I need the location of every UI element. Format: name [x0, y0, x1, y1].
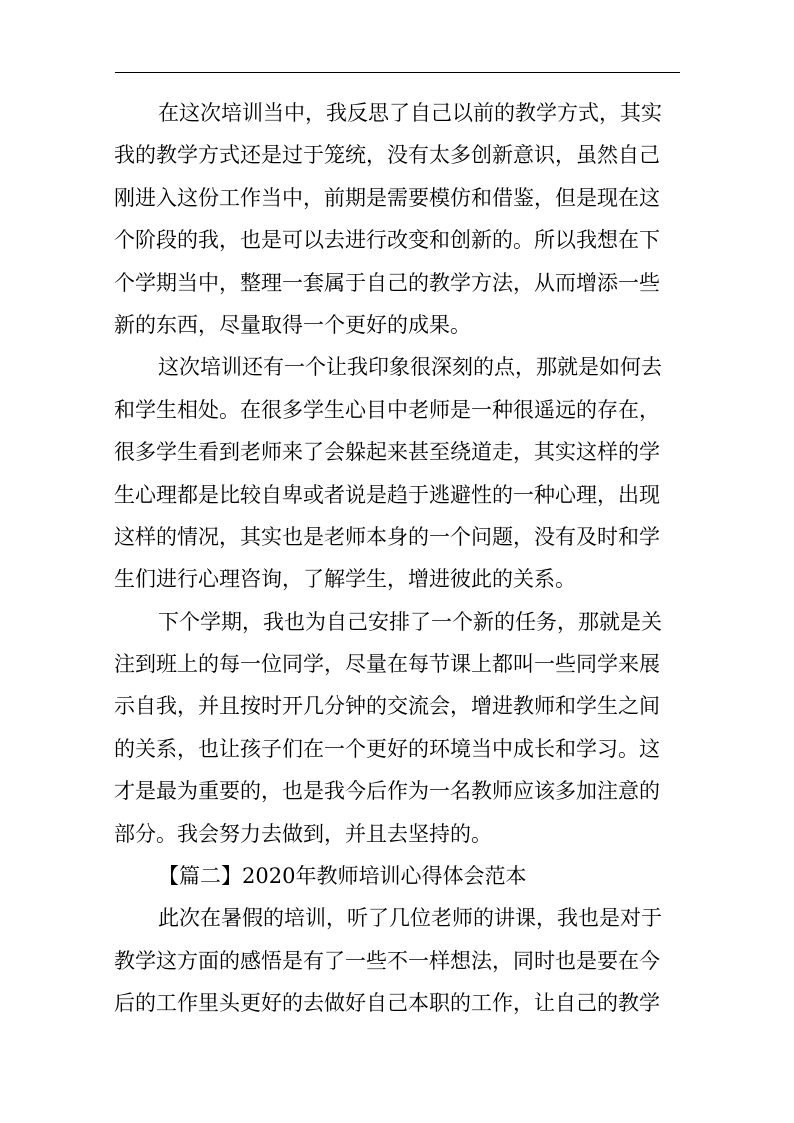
paragraph-line: 这次培训还有一个让我印象很深刻的点，那就是如何去	[158, 355, 662, 380]
paragraph-line: 这样的情况，其实也是老师本身的一个问题，没有及时和学	[114, 524, 660, 549]
section-heading: 【篇二】2020年教师培训心得体会范本	[158, 864, 527, 889]
paragraph-line: 部分。我会努力去做到，并且去坚持的。	[114, 821, 492, 846]
paragraph-line: 后的工作里头更好的去做好自己本职的工作，让自己的教学	[114, 991, 660, 1016]
paragraph-line: 下个学期，我也为自己安排了一个新的任务，那就是关	[158, 609, 662, 634]
paragraph-line: 个学期当中，整理一套属于自己的教学方法，从而增添一些	[114, 270, 660, 295]
header-rule	[115, 72, 680, 73]
paragraph-line: 刚进入这份工作当中，前期是需要模仿和借鉴，但是现在这	[114, 185, 660, 210]
paragraph-line: 很多学生看到老师来了会躲起来甚至绕道走，其实这样的学	[114, 440, 660, 465]
paragraph-line: 在这次培训当中，我反思了自己以前的教学方式，其实	[158, 101, 662, 125]
paragraph-line: 和学生相处。在很多学生心目中老师是一种很遥远的存在，	[114, 397, 660, 422]
paragraph-line: 新的东西，尽量取得一个更好的成果。	[114, 312, 471, 337]
paragraph-line: 生心理都是比较自卑或者说是趋于逃避性的一种心理，出现	[114, 482, 660, 507]
paragraph-line: 才是最为重要的，也是我今后作为一名教师应该多加注意的	[114, 779, 660, 804]
document-body	[114, 92, 684, 1025]
paragraph-line: 教学这方面的感悟是有了一些不一样想法，同时也是要在今	[114, 948, 660, 973]
paragraph-line: 生们进行心理咨询，了解学生，增进彼此的关系。	[114, 567, 576, 592]
paragraph-line: 个阶段的我，也是可以去进行改变和创新的。所以我想在下	[114, 228, 660, 253]
paragraph-line: 的关系，也让孩子们在一个更好的环境当中成长和学习。这	[114, 736, 660, 761]
paragraph-line: 示自我，并且按时开几分钟的交流会，增进教师和学生之间	[114, 694, 660, 719]
paragraph-line: 注到班上的每一位同学，尽量在每节课上都叫一些同学来展	[114, 652, 660, 677]
paragraph-line: 我的教学方式还是过于笼统，没有太多创新意识，虽然自己	[114, 143, 660, 168]
paragraph-line: 此次在暑假的培训，听了几位老师的讲课，我也是对于	[158, 906, 662, 931]
